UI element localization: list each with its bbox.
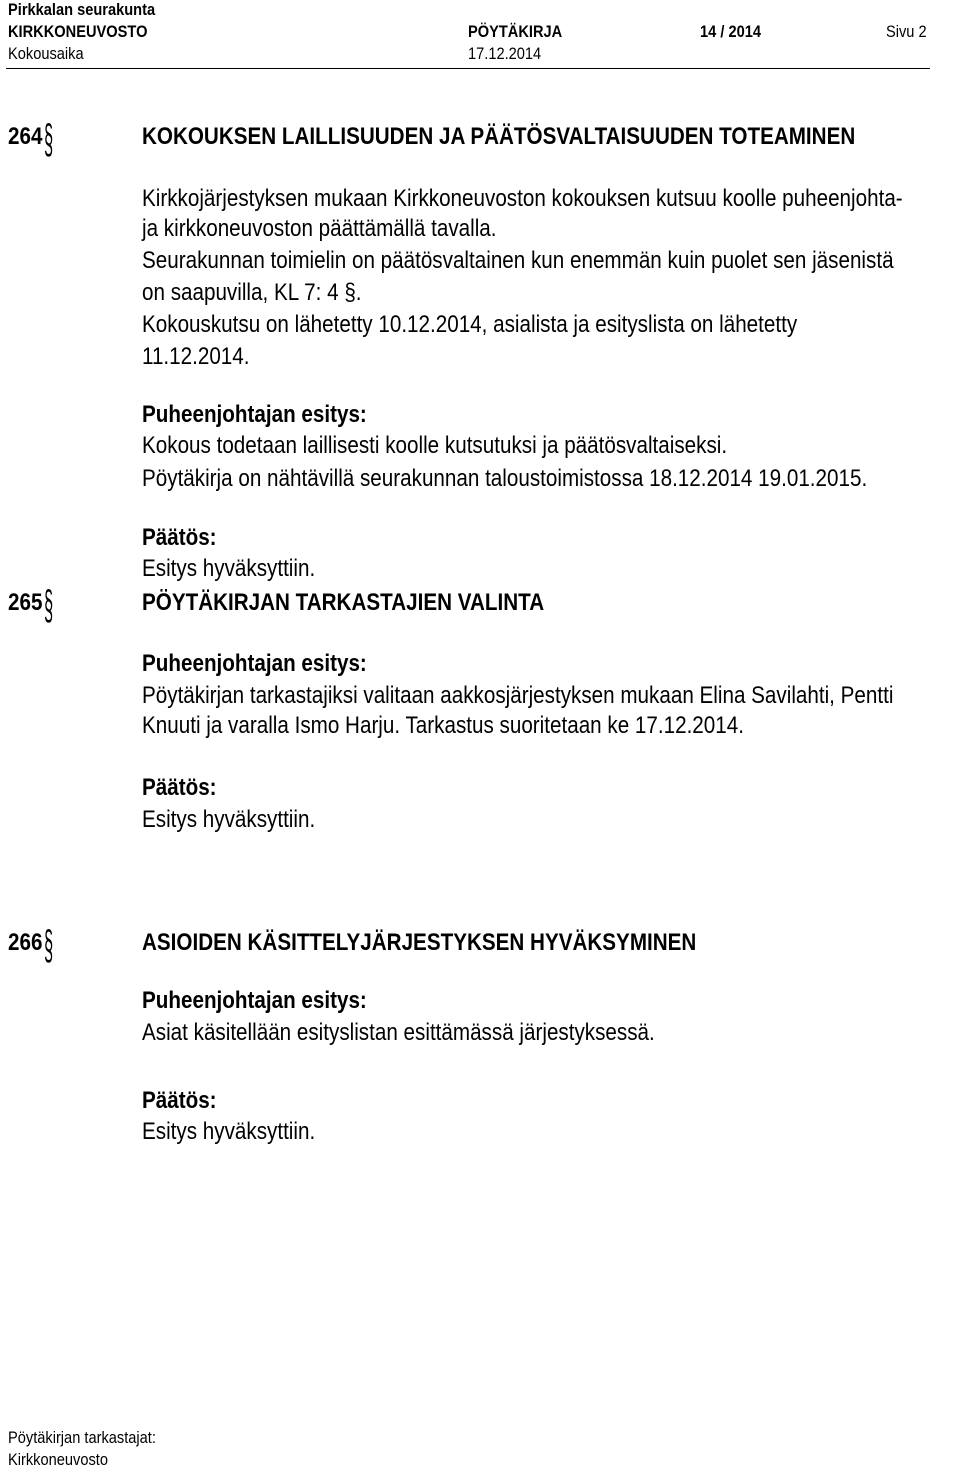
section-intro-line: Kokouskutsu on lähetetty 10.12.2014, asialista ja esityslista on lähetetty — [142, 311, 798, 338]
proposal-line: Pöytäkirjan tarkastajiksi valitaan aakkosjärjestyksen mukaan Elina Savilahti, Pentti — [142, 682, 894, 709]
doc-number: 14 / 2014 — [700, 22, 761, 41]
proposal-line: Knuuti ja varalla Ismo Harju. Tarkastus suoritetaan ke 17.12.2014. — [142, 712, 744, 739]
decision-label: Päätös: — [142, 774, 217, 801]
section-title: KOKOUKSEN LAILLISUUDEN JA PÄÄTÖSVALTAISUUDEN TOTEAMINEN — [142, 123, 856, 150]
decision-label: Päätös: — [142, 1087, 217, 1114]
meeting-time-label: Kokousaika — [8, 44, 84, 63]
decision-label: Päätös: — [142, 524, 217, 551]
section-symbol: § — [44, 117, 54, 164]
footer-body-name: Kirkkoneuvosto — [8, 1450, 108, 1469]
proposal-line: Pöytäkirja on nähtävillä seurakunnan taloustoimistossa 18.12.2014 19.01.2015. — [142, 465, 868, 492]
section-intro-line: on saapuvilla, KL 7: 4 §. — [142, 279, 362, 306]
section-intro-line: Seurakunnan toimielin on päätösvaltainen kun enemmän kuin puolet sen jäsenistä — [142, 247, 894, 274]
proposal-label: Puheenjohtajan esitys: — [142, 987, 367, 1014]
section-intro-line: 11.12.2014. — [142, 343, 250, 370]
proposal-label: Puheenjohtajan esitys: — [142, 401, 367, 428]
proposal-line: Asiat käsitellään esityslistan esittämässä järjestyksessä. — [142, 1019, 655, 1046]
section-title: ASIOIDEN KÄSITTELYJÄRJESTYKSEN HYVÄKSYMINEN — [142, 929, 697, 956]
decision-text: Esitys hyväksyttiin. — [142, 1118, 316, 1145]
section-symbol: § — [44, 923, 54, 970]
meeting-date: 17.12.2014 — [468, 44, 542, 63]
decision-text: Esitys hyväksyttiin. — [142, 806, 316, 833]
page-number: Sivu 2 — [886, 22, 927, 41]
decision-text: Esitys hyväksyttiin. — [142, 555, 316, 582]
section-intro-line: ja kirkkoneuvoston päättämällä tavalla. — [142, 215, 497, 242]
doc-type: PÖYTÄKIRJA — [468, 22, 563, 41]
footer-checkers-label: Pöytäkirjan tarkastajat: — [8, 1428, 156, 1447]
section-title: PÖYTÄKIRJAN TARKASTAJIEN VALINTA — [142, 589, 545, 616]
header-rule — [6, 68, 930, 69]
section-intro-line: Kirkkojärjestyksen mukaan Kirkkoneuvoston kokouksen kutsuu koolle puheenjohta- — [142, 185, 903, 212]
section-symbol: § — [44, 583, 54, 630]
org-name: Pirkkalan seurakunta — [8, 0, 156, 19]
section-number: 265 — [8, 589, 43, 616]
section-number: 266 — [8, 929, 43, 956]
section-number: 264 — [8, 123, 43, 150]
proposal-label: Puheenjohtajan esitys: — [142, 650, 367, 677]
body-name: KIRKKONEUVOSTO — [8, 22, 148, 41]
proposal-line: Kokous todetaan laillisesti koolle kutsutuksi ja päätösvaltaiseksi. — [142, 432, 728, 459]
